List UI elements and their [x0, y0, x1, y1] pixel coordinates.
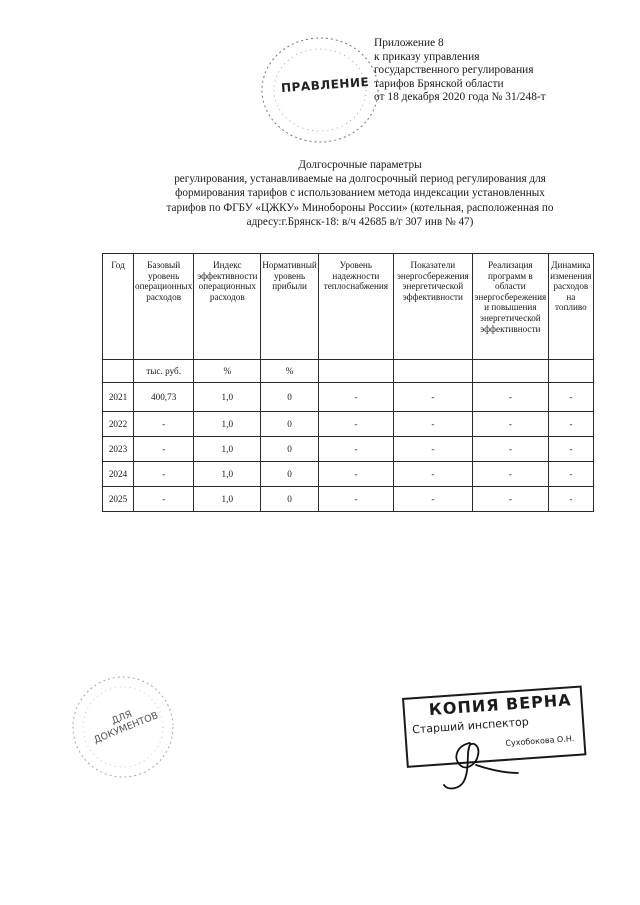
table-cell: 1,0 — [194, 437, 261, 462]
table-cell: - — [134, 462, 194, 487]
column-header: Год — [103, 254, 134, 360]
unit-cell — [318, 360, 393, 383]
column-header: Показатели энергосбережения энергетической эффективности — [393, 254, 472, 360]
table-cell: - — [318, 462, 393, 487]
table-cell: 0 — [261, 437, 319, 462]
title-line: Долгосрочные параметры — [298, 159, 422, 171]
table-cell: 0 — [261, 383, 319, 412]
header-line: государственного регулирования — [374, 64, 534, 77]
document-header — [374, 37, 546, 105]
table-row — [103, 437, 594, 462]
column-header: Уровень надежности теплоснабжения — [318, 254, 393, 360]
table-cell: - — [472, 383, 548, 412]
header-line: Приложение 8 — [374, 37, 444, 49]
unit-cell — [103, 360, 134, 383]
unit-cell: % — [261, 360, 319, 383]
table-row — [103, 383, 594, 412]
stamp-role: Старший инспектор — [411, 715, 530, 737]
table-cell: 1,0 — [194, 412, 261, 437]
unit-cell — [472, 360, 548, 383]
table-cell: 400,73 — [134, 383, 194, 412]
column-header: Базовый уровень операционных расходов — [134, 254, 194, 360]
table-header-row — [103, 254, 594, 360]
table-cell: - — [548, 412, 593, 437]
title-line: формирования тарифов с использованием метода индексации установленных — [175, 187, 545, 200]
stamp-name: Сухобокова О.Н. — [505, 734, 575, 748]
signature-icon — [440, 735, 520, 795]
table-cell: - — [548, 487, 593, 512]
unit-cell: % — [194, 360, 261, 383]
table-cell: - — [134, 412, 194, 437]
title-line: регулирования, устанавливаемые на долгосрочный период регулирования для — [174, 173, 546, 186]
table-cell: - — [318, 412, 393, 437]
title-line: тарифов по ФГБУ «ЦЖКУ» Минобороны России» (котельная, расположенная по — [166, 201, 554, 214]
table-cell: - — [134, 487, 194, 512]
table-cell: 2022 — [103, 412, 134, 437]
header-line: к приказу управления — [374, 50, 480, 63]
column-header: Нормативный уровень прибыли — [261, 254, 319, 360]
table-cell: - — [472, 412, 548, 437]
table-cell: - — [472, 437, 548, 462]
table-row — [103, 487, 594, 512]
units-row — [103, 360, 594, 383]
parameters-table — [102, 253, 594, 512]
table-cell: - — [472, 487, 548, 512]
seal-bottom-text: ДЛЯ ДОКУМЕНТОВ — [92, 708, 160, 747]
table-cell: 2023 — [103, 437, 134, 462]
table-cell: - — [393, 437, 472, 462]
table-cell: - — [472, 462, 548, 487]
table-cell: - — [318, 487, 393, 512]
table-cell: 2025 — [103, 487, 134, 512]
table-cell: - — [318, 437, 393, 462]
table-cell: - — [134, 437, 194, 462]
unit-cell — [548, 360, 593, 383]
column-header: Реализация программ в области энергосбережения и повышения энергетической эффективности — [472, 254, 548, 360]
table-cell: 0 — [261, 462, 319, 487]
table-cell: - — [548, 437, 593, 462]
table-row — [103, 462, 594, 487]
document-title — [100, 158, 620, 229]
table-cell: 1,0 — [194, 487, 261, 512]
unit-cell — [393, 360, 472, 383]
seal-top-text: ПРАВЛЕНИЕ — [280, 74, 370, 96]
header-line: от 18 декабря 2020 года № 31/248-т — [374, 91, 546, 104]
table-cell: - — [393, 462, 472, 487]
table-cell: 2021 — [103, 383, 134, 412]
title-line: адресу:г.Брянск-18: в/ч 42685 в/г 307 инв № 47) — [246, 215, 474, 228]
table-row — [103, 412, 594, 437]
table-cell: - — [393, 487, 472, 512]
column-header: Динамика изменения расходов на топливо — [548, 254, 593, 360]
table-cell: - — [393, 383, 472, 412]
unit-cell: тыс. руб. — [134, 360, 194, 383]
stamp-title: КОПИЯ ВЕРНА — [428, 690, 573, 720]
column-header: Индекс эффективности операционных расходов — [194, 254, 261, 360]
table-cell: 0 — [261, 487, 319, 512]
table-cell: 1,0 — [194, 383, 261, 412]
table-cell: - — [548, 462, 593, 487]
table-cell: 1,0 — [194, 462, 261, 487]
table-cell: 2024 — [103, 462, 134, 487]
table-cell: - — [548, 383, 593, 412]
table-cell: 0 — [261, 412, 319, 437]
table-cell: - — [393, 412, 472, 437]
table-cell: - — [318, 383, 393, 412]
header-line: тарифов Брянской области — [374, 77, 504, 90]
